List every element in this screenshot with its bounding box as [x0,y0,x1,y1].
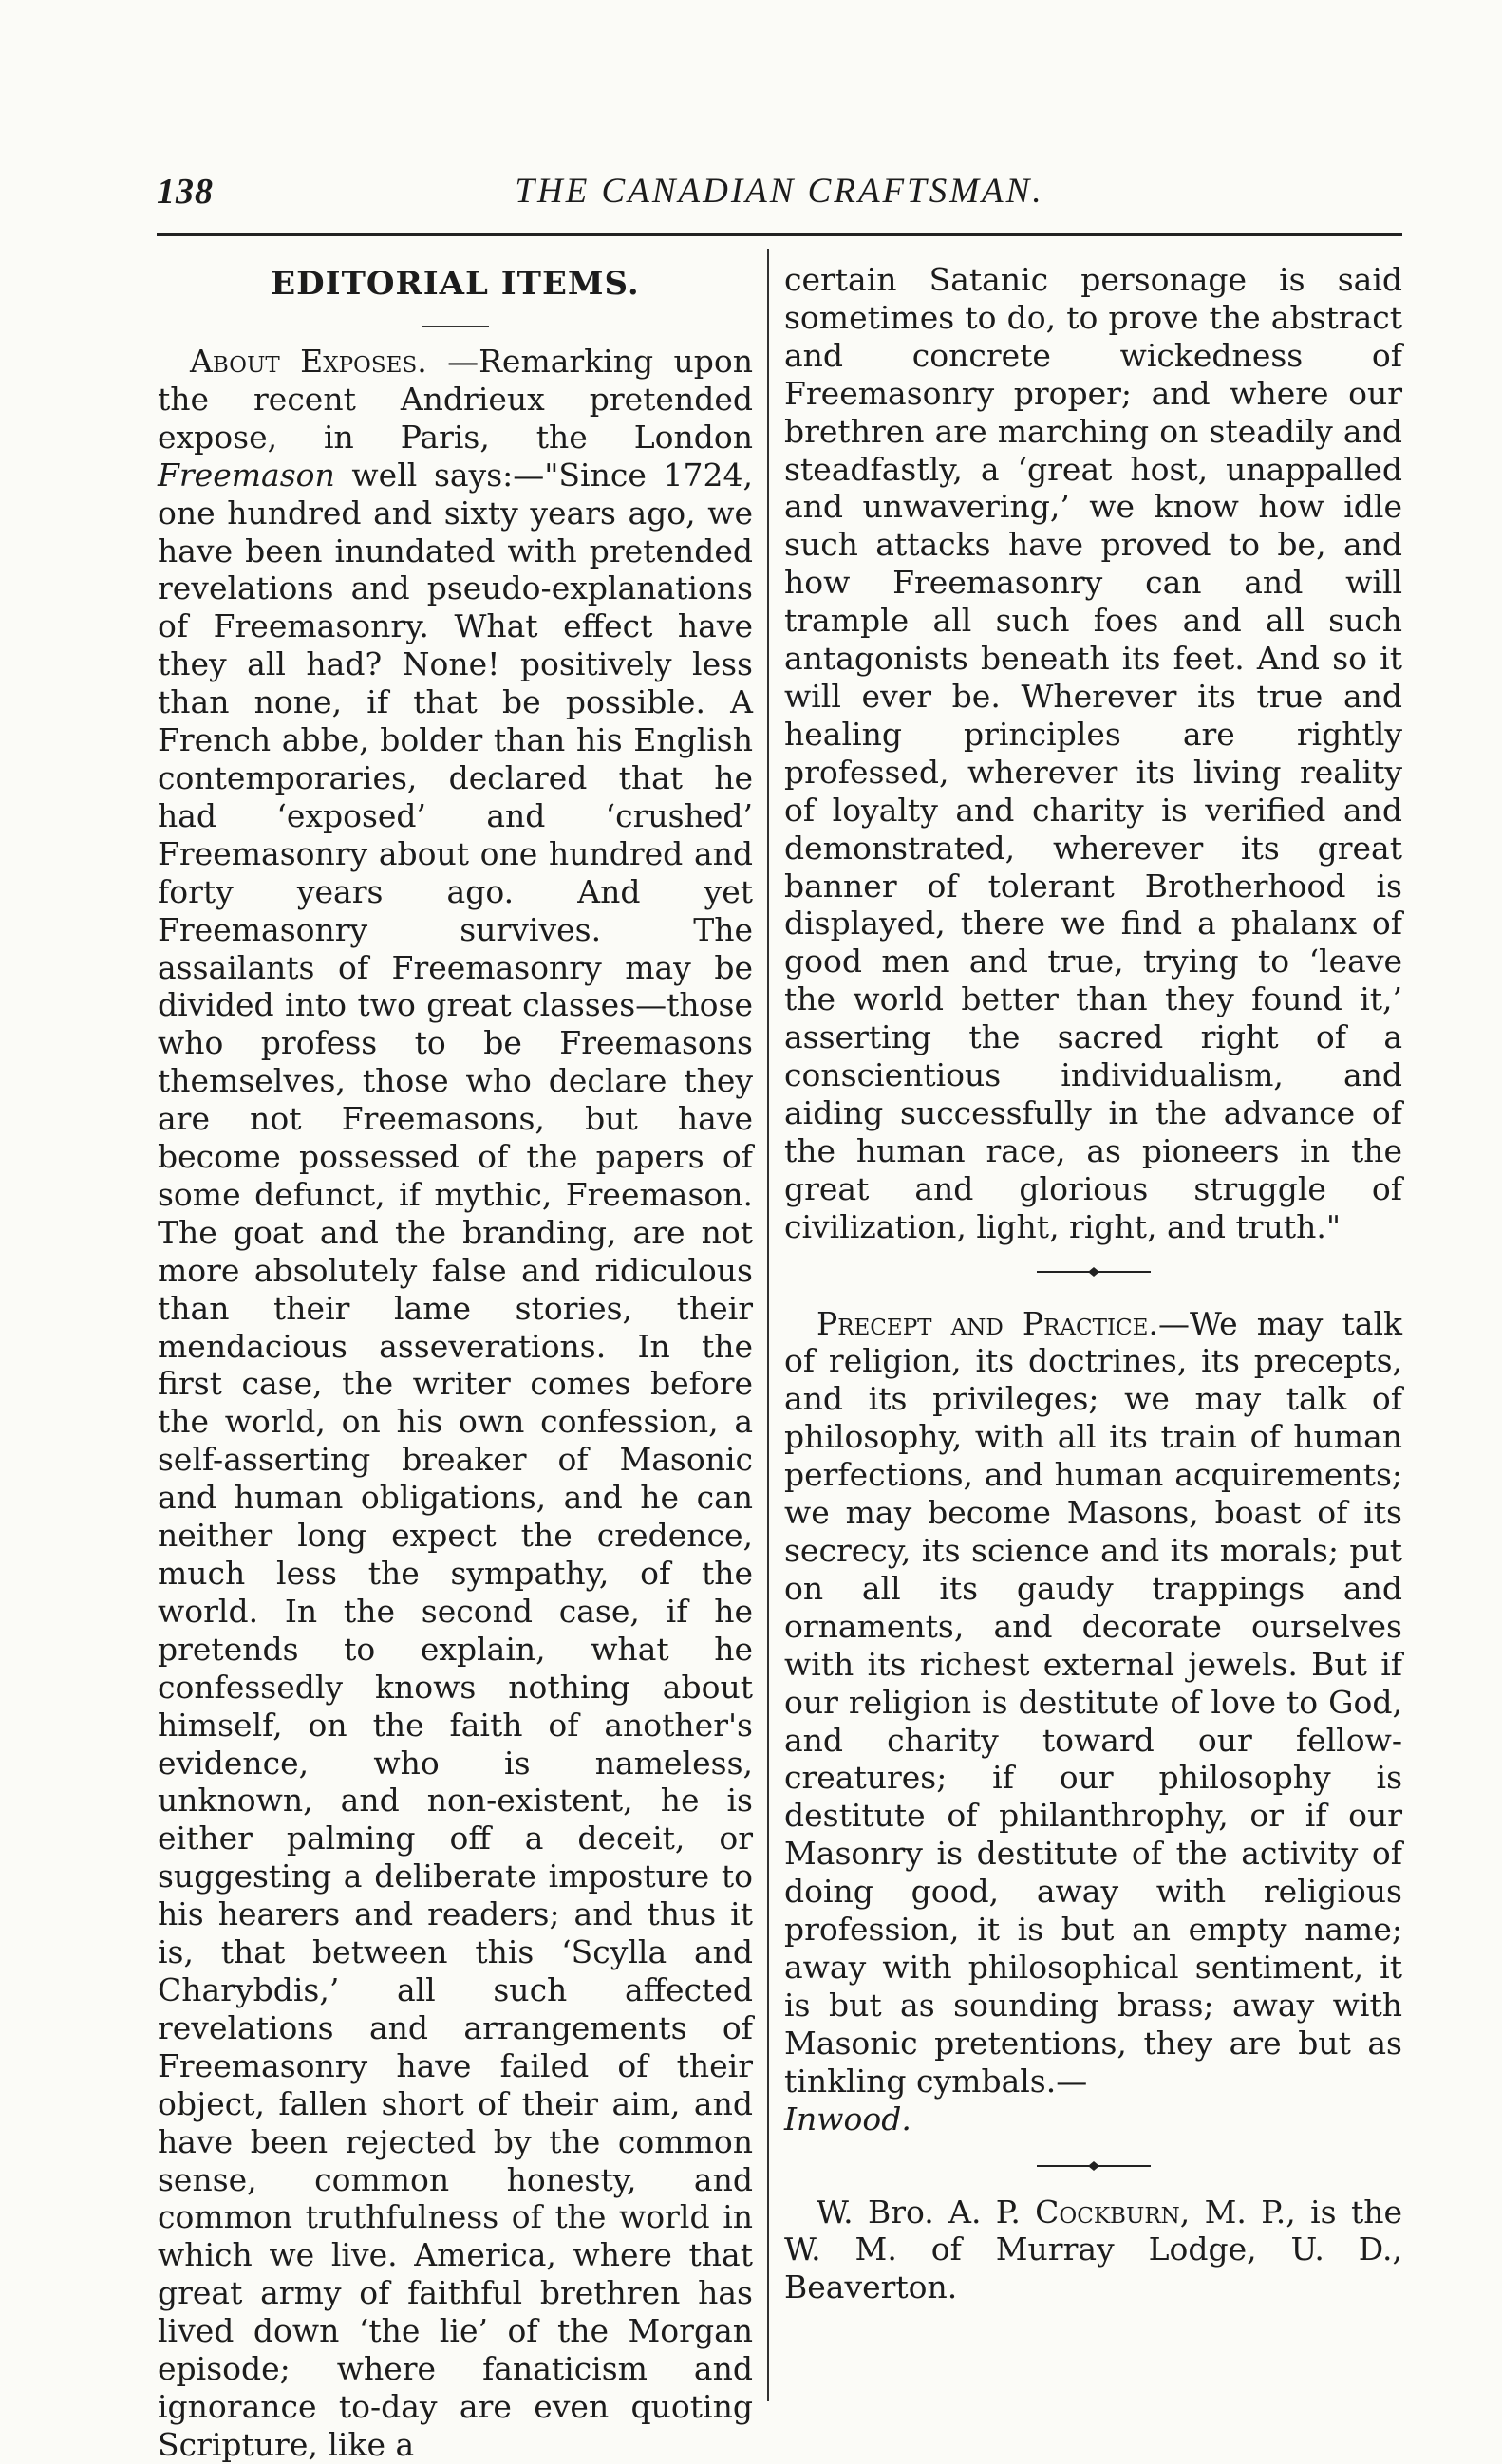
person-name: Cockburn [1035,2193,1180,2231]
left-column [158,261,753,2464]
article-text: W. Bro. A. P. [817,2193,1036,2231]
article-text: , M. P., is the W. M. of Murray Lodge, U. D., Beaverton. [784,2193,1402,2306]
section-heading: EDITORIAL ITEMS. [271,265,640,303]
page-number: 138 [157,172,214,212]
column-divider [767,249,769,2401]
publication-name: Freemason [158,456,335,494]
article-precept-and-practice [784,1305,1402,2138]
article-text: —Remarking upon the recent Andrieux pretended expose, in Paris, the London [158,343,753,456]
page-header [157,171,1402,218]
article-lead: Precept and Practice. [817,1304,1158,1342]
heading-rule [422,326,489,327]
running-title: THE CANADIAN CRAFTSMAN. [515,172,1044,211]
ornament-divider [1037,2159,1151,2173]
article-text: well says:—"Since 1724, one hundred and sixty years ago, we have been inundated with pretended revelations and pseudo-explanations of Freemasonry. What effect have they all had? None! positively less than none, if that be possible. A French abbe, bolder than his English contemporaries, declared that he had ‘exposed’ and ‘crushed’ Freemasonry about one hundred and forty years ago. And yet Freemasonry survives. The assailants of Freemasonry may be divided into two great classes—those who profess to be Freemasons themselves, those who declare they are not Freemasons, but have become possessed of the papers of some defunct, if mythic, Freemason. The goat and the branding, are not more absolutely false and ridiculous than their lame stories, their mendacious asseverations. In the first case, the writer comes before the world, on his own confession, a self-asserting breaker of Masonic and human obligations, and he can neither long expect the credence, much less the sympathy, of the world. In the second case, if he pretends to explain, what he confessedly knows nothing about himself, on the faith of another's evidence, who is nameless, unknown, and non-existent, he is either palming off a deceit, or suggesting a deliberate imposture to his hearers and readers; and thus it is, that between this ‘Scylla and Charybdis,’ all such affected revelations and arrangements of Freemasonry have failed of their object, fallen short of their aim, and have been rejected by the common sense, common honesty, and common truthfulness of the world in which we live. America, where that great army of faithful brethren has lived down ‘the lie’ of the Morgan episode; where fanaticism and ignorance to-day are even quoting Scripture, like a [158,456,753,2463]
ornament-divider [1037,1265,1151,1279]
right-column [784,261,1402,2306]
header-rule [157,233,1402,236]
article-source: Inwood. [784,2100,911,2137]
article-cockburn-notice [784,2193,1402,2307]
article-text: —We may talk of religion, its doctrines, its precepts, and its privileges; we may talk of philosophy, with all its train of human perfections, and human acquirements; we may become Masons, boast of its secrecy, its science and its morals; put on all its gaudy trappings and ornaments, and decorate ourselves with its richest external jewels. But if our religion is destitute of love to God, and charity toward our fellow-creatures; if our philosophy is destitute of philanthrophy, or if our Masonry is destitute of the activity of doing good, away with religious profession, it is but an empty name; away with philosophical sentiment, it is but as sounding brass; away with Masonic pretentions, they are but as tinkling cymbals.— [784,1304,1402,2100]
article-continuation: certain Satanic personage is said sometimes to do, to prove the abstract and concrete wickedness of Freemasonry proper; and where our brethren are marching on steadily and steadfastly, a ‘great host, unappalled and unwavering,’ we know how idle such attacks have proved to be, and how Freemasonry can and will trample all such foes and all such antagonists beneath its feet. And so it will ever be. Wherever its true and healing principles are rightly professed, wherever its living reality of loyalty and charity is verified and demonstrated, wherever its great banner of tolerant Brotherhood is displayed, there we find a phalanx of good men and true, trying to ‘leave the world better than they found it,’ asserting the sacred right of a conscientious individualism, and aiding successfully in the advance of the human race, as pioneers in the great and glorious struggle of civilization, light, right, and truth." [784,261,1402,1245]
article-about-exposes [158,343,753,2464]
article-lead: About Exposes. [190,343,427,380]
